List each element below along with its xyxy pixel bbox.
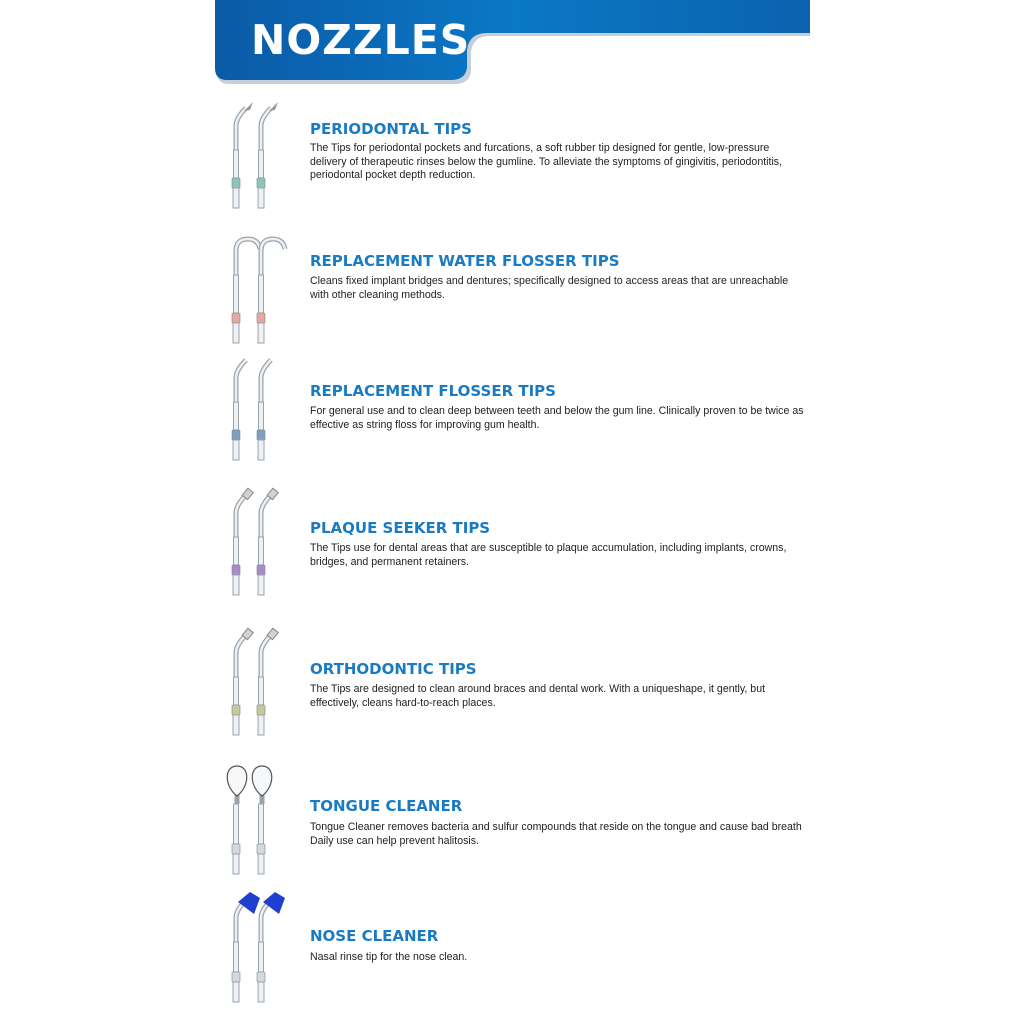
nozzle-pair-graphic (223, 627, 303, 739)
hook-tip-icon (223, 235, 303, 352)
plaque-seeker-tip-icon (223, 487, 303, 604)
item-title: PERIODONTAL TIPS (310, 120, 472, 138)
item-description: Nasal rinse tip for the nose clean. (310, 951, 468, 963)
page-title: NOZZLES (251, 16, 471, 64)
nozzle-pair-graphic (223, 352, 303, 464)
item-description: For general use and to clean deep between teeth and below the gum line. Clinically proven to be twice as effective as string floss for improving gum health. (310, 405, 804, 431)
nozzle-pair-graphic (223, 235, 303, 347)
item-title: REPLACEMENT WATER FLOSSER TIPS (310, 252, 620, 270)
orthodontic-tip-icon (223, 627, 303, 744)
item-description: The Tips for periodontal pockets and furcations, a soft rubber tip designed for gentle, low-pressure delivery of therapeutic rinses below the gumline. To alleviate the symptoms of gingivitis, periodontitis, periodontal pocket depth reduction. (310, 142, 783, 181)
nozzle-pair-graphic (223, 100, 303, 212)
nozzles-infographic (215, 0, 810, 1024)
nose-cleaner-icon (223, 892, 303, 1009)
item-description: Cleans fixed implant bridges and dentures; specifically designed to access areas that are unreachable with other cleaning methods. (310, 275, 789, 301)
standard-tip-icon (223, 352, 303, 469)
item-description: The Tips are designed to clean around braces and dental work. With a uniqueshape, it gently, but effectively, cleans hard-to-reach places. (310, 683, 766, 709)
item-title: TONGUE CLEANER (310, 797, 463, 815)
tongue-cleaner-icon (223, 764, 303, 881)
nozzle-pair-graphic (223, 892, 303, 1004)
periodontal-tip-icon (223, 100, 303, 217)
nozzle-pair-graphic (223, 764, 303, 876)
nozzle-pair-graphic (223, 487, 303, 599)
item-title: NOSE CLEANER (310, 927, 439, 945)
header-banner (215, 0, 810, 88)
item-description: Tongue Cleaner removes bacteria and sulfur compounds that reside on the tongue and cause bad breath Daily use can help prevent halitosis. (310, 821, 802, 847)
item-title: ORTHODONTIC TIPS (310, 660, 477, 678)
item-title: PLAQUE SEEKER TIPS (310, 519, 491, 537)
item-title: REPLACEMENT FLOSSER TIPS (310, 382, 556, 400)
item-description: The Tips use for dental areas that are susceptible to plaque accumulation, including implants, crowns, bridges, and permanent retainers. (310, 542, 787, 568)
